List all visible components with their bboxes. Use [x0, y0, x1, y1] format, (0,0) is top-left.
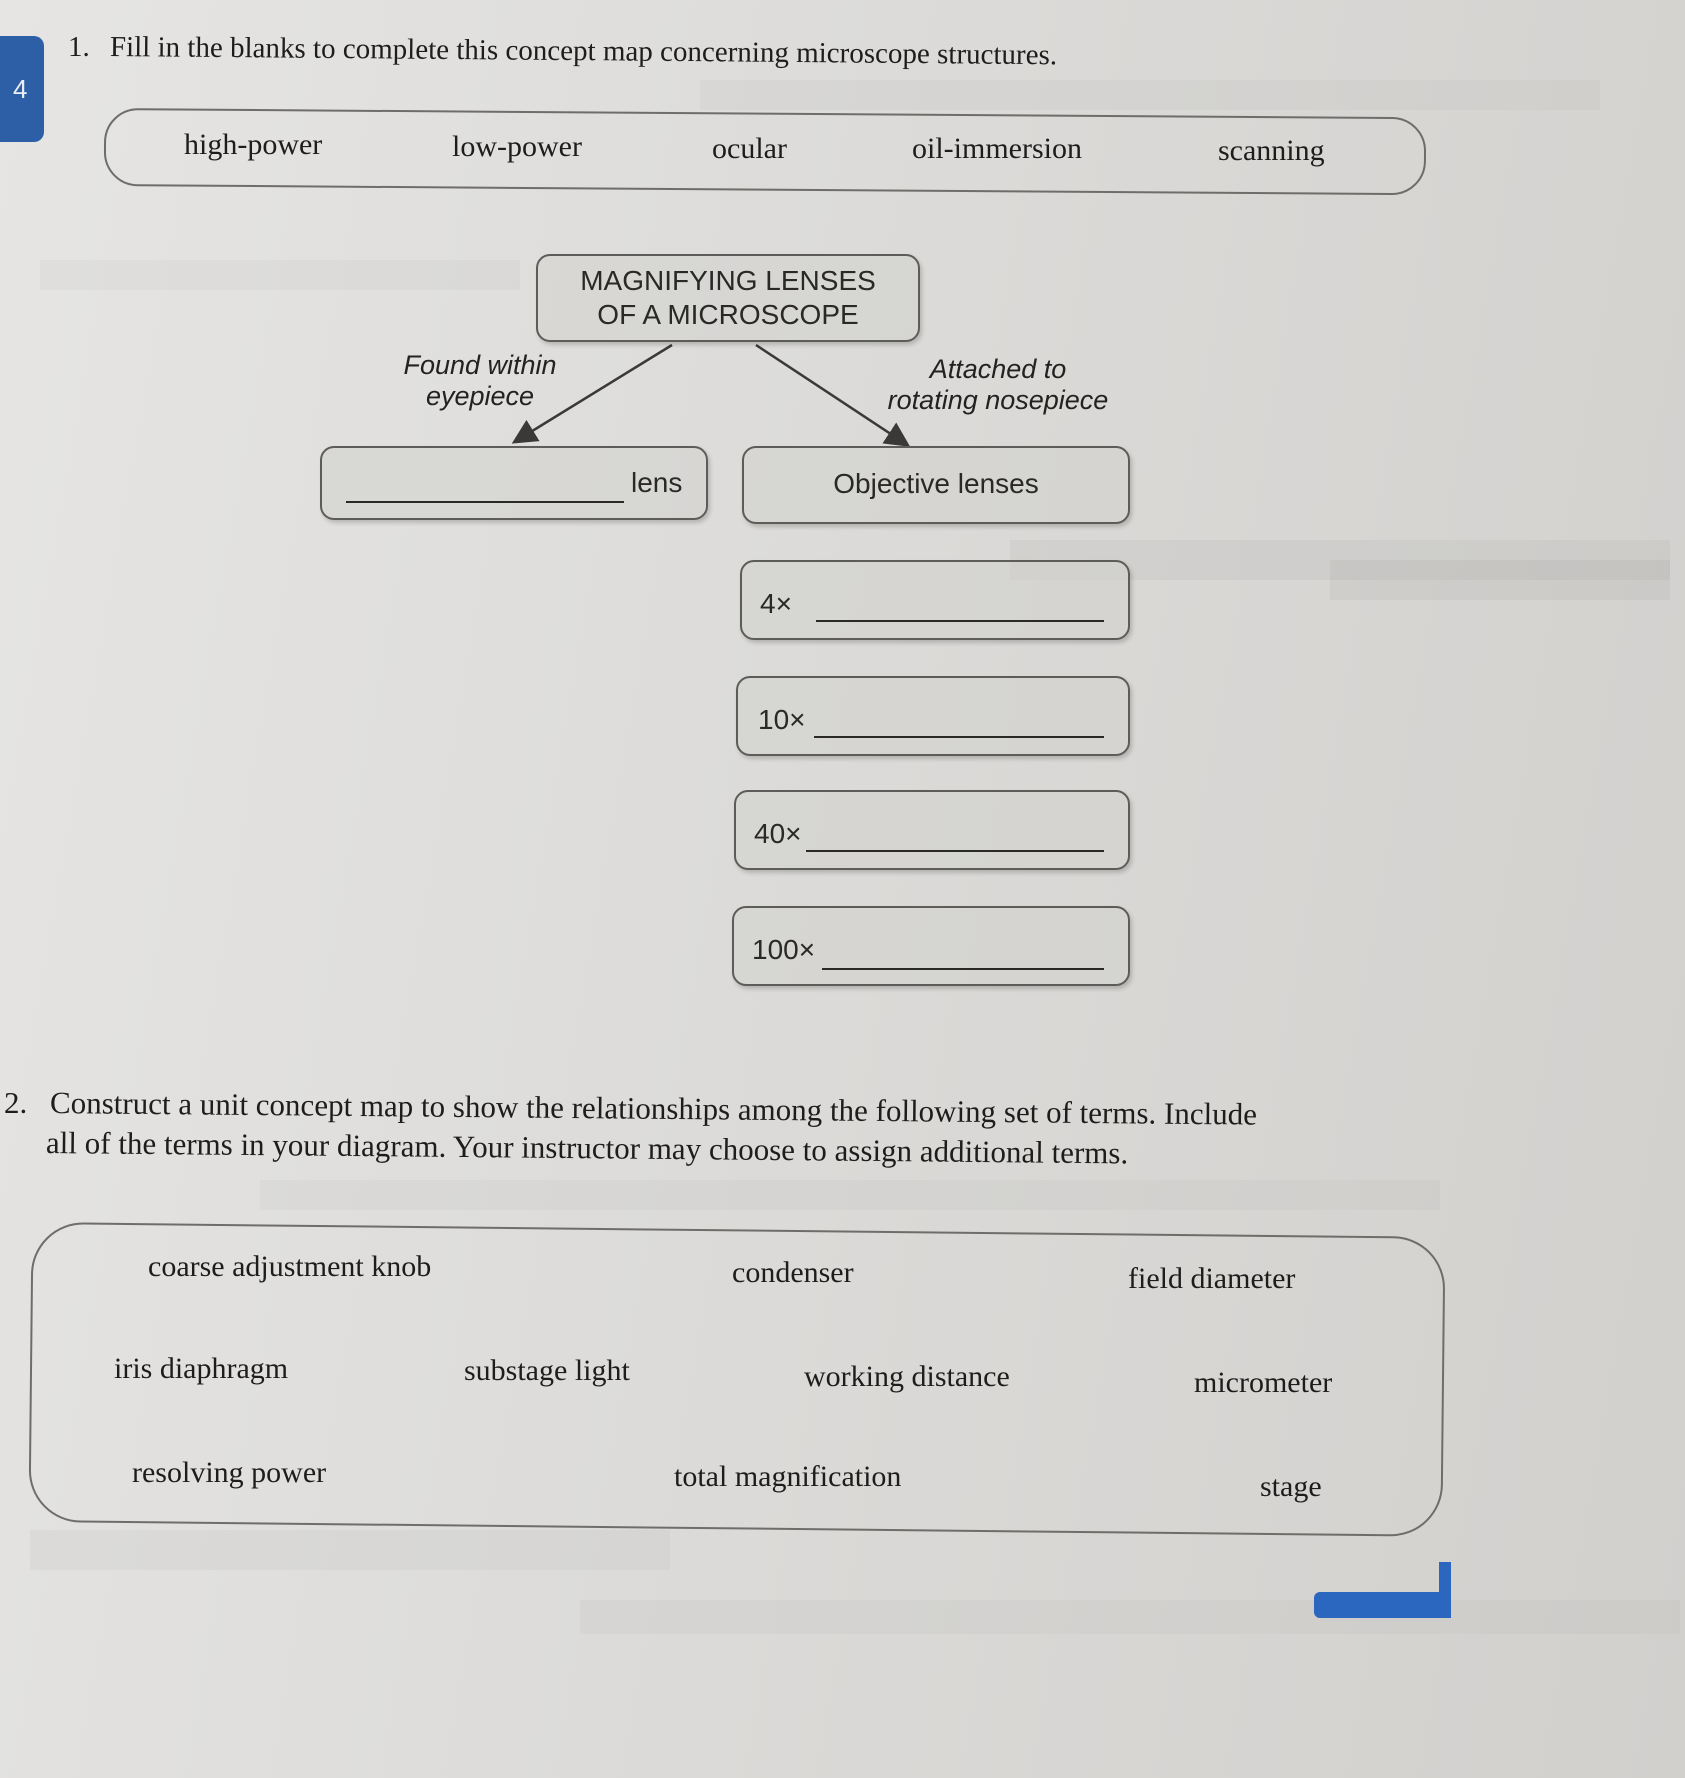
objective-lenses-label: Objective lenses [833, 468, 1039, 499]
objective-10x-label: 10× [758, 704, 806, 735]
right-link-line-1: Attached to [929, 354, 1067, 384]
question-2-number: 2. [4, 1085, 28, 1120]
term-bank-item: condenser [732, 1256, 854, 1289]
word-bank-term: ocular [712, 132, 787, 165]
question-1-number: 1. [68, 31, 90, 63]
term-bank-item: working distance [804, 1360, 1010, 1393]
word-bank-term: scanning [1218, 134, 1325, 167]
term-bank-item: micrometer [1194, 1366, 1333, 1399]
ocular-lens-blank[interactable] [346, 501, 624, 503]
right-link-line-2: rotating nosepiece [887, 385, 1109, 415]
question-2-prompt-line-2: all of the terms in your diagram. Your instructor may choose to assign additional terms. [45, 1125, 1129, 1171]
concept-root-line-2: OF A MICROSCOPE [597, 299, 859, 330]
word-bank-term: high-power [184, 128, 323, 161]
term-bank-item: substage light [464, 1354, 630, 1387]
page-number-badge: 4 [0, 36, 44, 142]
left-link-line-1: Found within [403, 350, 557, 380]
objective-40x-label: 40× [754, 818, 802, 849]
ocular-lens-label: lens [631, 467, 683, 498]
page-corner-tab [1314, 1592, 1451, 1618]
objective-40x-blank[interactable] [806, 850, 1104, 852]
term-bank-item: resolving power [132, 1456, 327, 1489]
objective-4x-blank[interactable] [816, 620, 1104, 622]
objective-4x-box [740, 560, 1130, 640]
word-bank-term: low-power [452, 130, 582, 163]
term-bank-item: stage [1260, 1470, 1322, 1503]
question-2-prompt-line-1: Construct a unit concept map to show the relationships among the following set of terms. Include [49, 1085, 1258, 1132]
term-bank-item: iris diaphragm [114, 1352, 289, 1385]
objective-100x-label: 100× [752, 934, 816, 965]
objective-10x-blank[interactable] [814, 736, 1104, 738]
objective-100x-blank[interactable] [822, 968, 1104, 970]
term-bank-item: total magnification [674, 1460, 902, 1493]
objective-4x-label: 4× [760, 588, 792, 619]
left-link-line-2: eyepiece [425, 381, 535, 411]
concept-root-line-1: MAGNIFYING LENSES [580, 265, 876, 296]
term-bank-item: coarse adjustment knob [148, 1250, 432, 1283]
word-bank-term: oil-immersion [912, 132, 1082, 165]
term-bank-item: field diameter [1128, 1262, 1296, 1295]
question-1-prompt: Fill in the blanks to complete this concept map concerning microscope structures. [109, 31, 1058, 72]
